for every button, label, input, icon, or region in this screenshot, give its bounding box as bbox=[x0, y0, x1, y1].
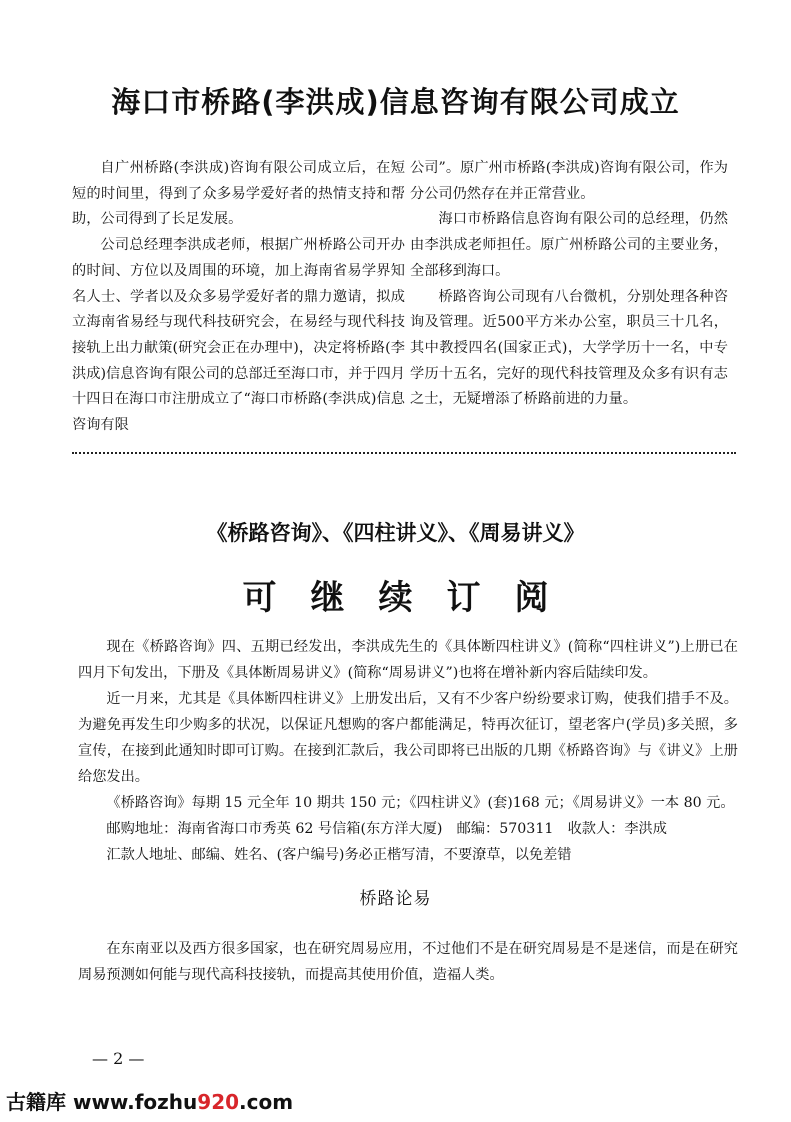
watermark-site: www.fozhu bbox=[72, 1090, 198, 1114]
address-line: 邮购地址：海南省海口市秀英 62 号信箱(东方洋大厦) 邮编：570311 收款人：李洪成 bbox=[106, 821, 667, 837]
watermark bbox=[6, 1086, 293, 1115]
essay-paragraph: 在东南亚以及西方很多国家，也在研究周易应用，不过他们不是在研究周易是不是迷信，而是在研究周易预测如何能与现代高科技接轨，而提高其使用价值，造福人类。 bbox=[78, 941, 738, 983]
decorative-divider bbox=[72, 452, 736, 457]
article-paragraph: 海口市桥路信息咨询有限公司的总经理，仍然由李洪成老师担任。原广州桥路公司的主要业务，全部移到海口。 bbox=[410, 211, 728, 279]
notice-body bbox=[78, 634, 738, 868]
article-left-column bbox=[72, 156, 405, 439]
notice-headline: 可继续订阅 bbox=[242, 578, 583, 618]
article-paragraph: 自广州桥路(李洪成)咨询有限公司成立后，在短短的时间里，得到了众多易学爱好者的热情支持和帮助，公司得到了长足发展。 bbox=[72, 160, 405, 228]
article-paragraph: 公司总经理李洪成老师，根据广州桥路公司开办的时间、方位以及周围的环境，加上海南省易学界知名人士、学者以及众多易学爱好者的鼎力邀请，拟成立海南省易经与现代科技研究会，在易经与现代科技接轨上出力献策(研究会正在办理中)，决定将桥路(李洪成)信息咨询有限公司的总部迁至海口市，并于四月十四日在海口市注册成立了“海口市桥路(李洪成)信息咨询有限 bbox=[72, 237, 405, 434]
notice-paragraph: 现在《桥路咨询》四、五期已经发出，李洪成先生的《具体断四柱讲义》(简称“四柱讲义”)上册已在四月下旬发出，下册及《具体断周易讲义》(简称“周易讲义”)也将在增补新内容后陆续印发。 bbox=[78, 639, 738, 681]
article-right-column bbox=[410, 156, 728, 413]
article-paragraph: 公司”。原广州市桥路(李洪成)咨询有限公司，作为分公司仍然存在并正常营业。 bbox=[410, 160, 728, 202]
remit-line: 汇款人地址、邮编、姓名、(客户编号)务必正楷写清，不要潦草，以免差错 bbox=[106, 847, 572, 863]
article-title: 海口市桥路(李洪成)信息咨询有限公司成立 bbox=[111, 85, 680, 119]
watermark-cn: 古籍库 bbox=[6, 1090, 66, 1114]
article-paragraph: 桥路咨询公司现有八台微机，分别处理各种咨询及管理。近500平方米办公室，职员三十几名，其中教授四名(国家正式)，大学学历十一名，中专学历十五名，完好的现代科技管理及众多有识有志之士，无疑增添了桥路前进的力量。 bbox=[410, 288, 728, 408]
watermark-tld: .com bbox=[239, 1090, 294, 1114]
watermark-number: 920 bbox=[197, 1090, 240, 1114]
notice-paragraph: 近一月来，尤其是《具体断四柱讲义》上册发出后，又有不少客户纷纷要求订购，使我们措手不及。为避免再发生印少购多的状况，以保证凡想购的客户都能满足，特再次征订，望老客户(学员)多关照，多宣传，在接到此通知时即可订购。在接到汇款后，我公司即将已出版的几期《桥路咨询》与《讲义》上册给您发出。 bbox=[78, 691, 738, 785]
essay-heading: 桥路论易 bbox=[359, 889, 432, 909]
essay-body bbox=[78, 936, 738, 988]
price-line: 《桥路咨询》每期 15 元全年 10 期共 150 元；《四柱讲义》(套)168 元；《周易讲义》一本 80 元。 bbox=[106, 795, 735, 811]
page-number: — 2 — bbox=[92, 1049, 145, 1068]
notice-subtitle: 《桥路咨询》、《四柱讲义》、《周易讲义》 bbox=[206, 521, 585, 545]
